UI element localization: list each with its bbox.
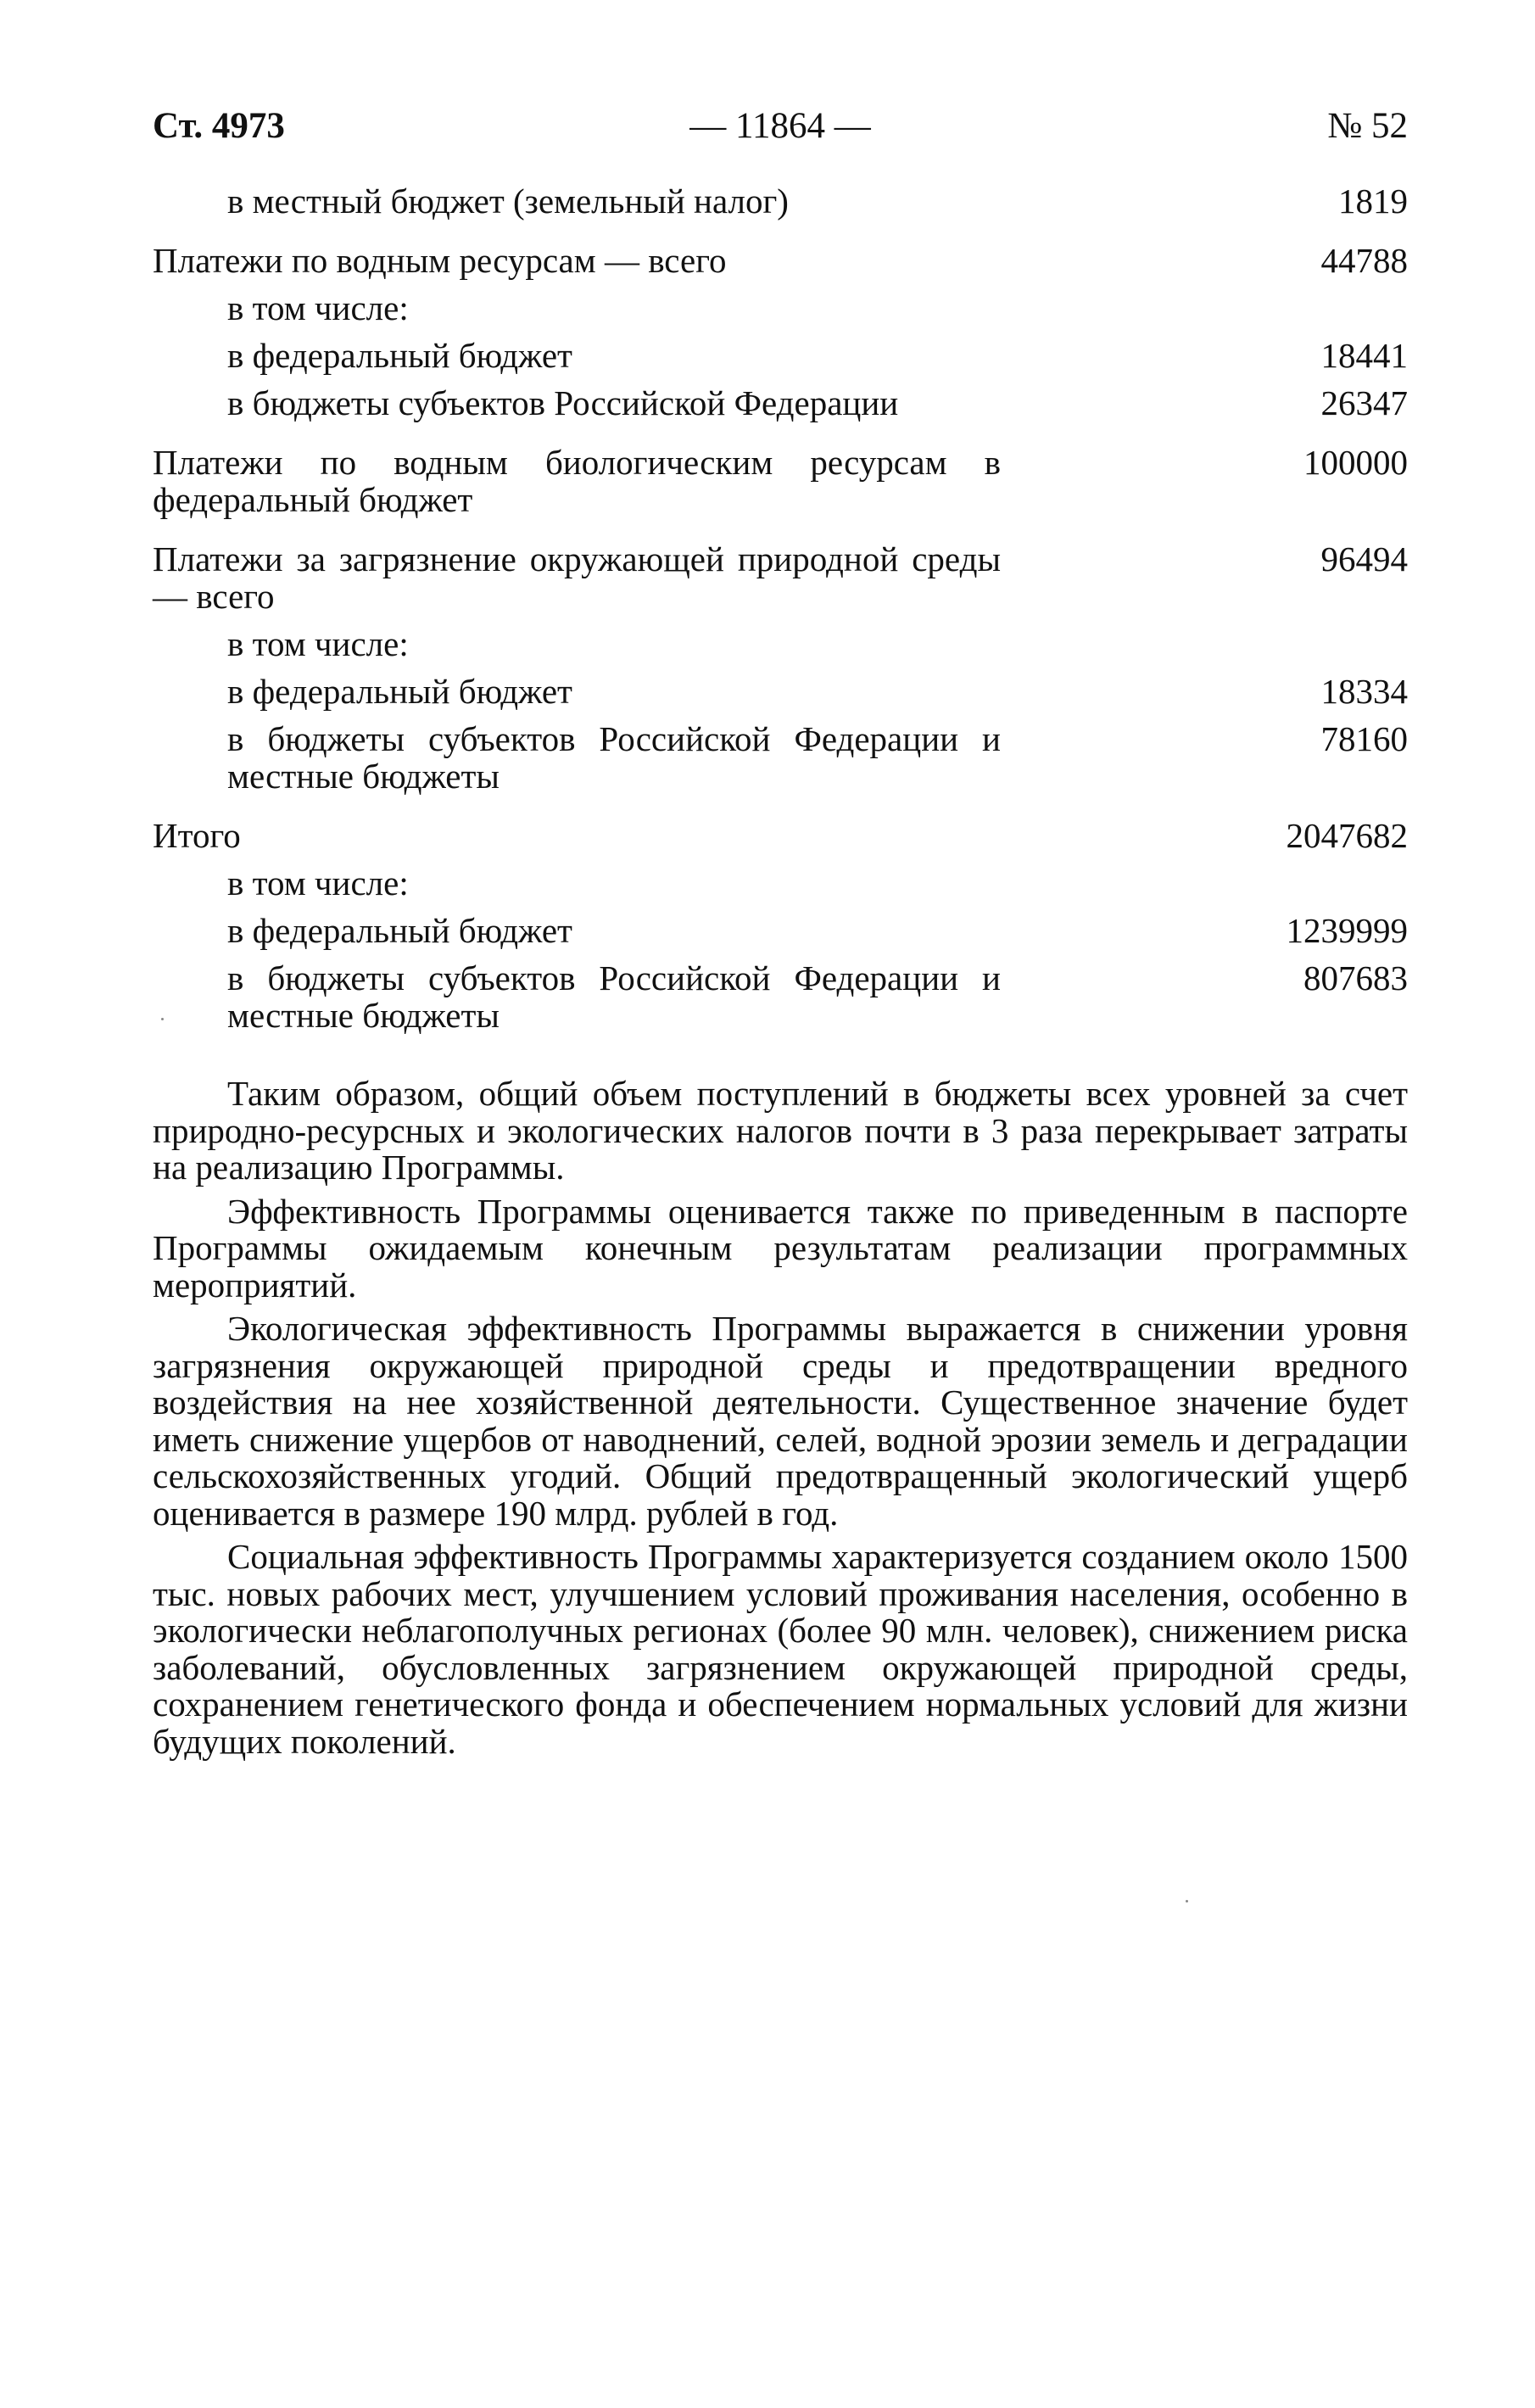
row-value: 2047682 <box>1286 816 1408 855</box>
row-label: Платежи по водным биологическим ресурсам в федеральный бюджет <box>153 443 1001 519</box>
row-label: Итого <box>153 816 241 855</box>
table-row <box>153 959 1408 1034</box>
scan-speck <box>161 1018 164 1020</box>
row-label: в федеральный бюджет <box>227 336 572 375</box>
table-row <box>153 337 1408 374</box>
row-value: 1239999 <box>1286 911 1408 950</box>
row-value: 807683 <box>1303 958 1408 997</box>
paragraph: Таким образом, общий объем поступлений в бюджеты всех уровней за счет природно-ресурсных и экологических налогов почти в 3 раза перекрывает затраты на реализацию Программы. <box>153 1074 1408 1187</box>
row-label: Платежи по водным ресурсам — всего <box>153 241 727 280</box>
row-label: в бюджеты субъектов Российской Федерации и местные бюджеты <box>227 958 1001 1035</box>
paragraph: Экологическая эффективность Программы выражается в снижении уровня загрязнения окружающей природной среды и предотвращении вредного воздействия на нее хозяйственной деятельности. Существенное значение будет иметь снижение ущербов от наводнений, селей, водной эрозии земель и деградации сельскохозяйственных угодий. Общий предотвращенный экологический ущерб оценивается в размере 190 млрд. рублей в год. <box>153 1309 1408 1533</box>
table-row <box>153 720 1408 795</box>
body-text <box>153 1075 1408 1767</box>
table-row <box>153 625 1408 662</box>
row-label: в местный бюджет (земельный налог) <box>227 182 789 221</box>
row-label: в том числе: <box>227 624 409 663</box>
paragraph: Эффективность Программы оценивается также по приведенным в паспорте Программы ожидаемым конечным результатам реализации программных мероприятий. <box>153 1191 1408 1305</box>
row-label: в бюджеты субъектов Российской Федерации <box>227 383 899 422</box>
table-row-total <box>153 817 1408 854</box>
document-page <box>153 0 1408 2408</box>
row-label: в федеральный бюджет <box>227 672 572 711</box>
row-value: 78160 <box>1320 719 1408 758</box>
scan-speck <box>1186 1900 1188 1902</box>
table-row <box>153 384 1408 422</box>
row-label: Платежи за загрязнение окружающей природной среды — всего <box>153 539 1001 616</box>
row-label: в федеральный бюджет <box>227 911 572 950</box>
table-row <box>153 444 1408 518</box>
row-value: 44788 <box>1320 241 1408 280</box>
row-value: 18334 <box>1320 672 1408 711</box>
row-value: 96494 <box>1320 539 1408 578</box>
row-label: в бюджеты субъектов Российской Федерации и местные бюджеты <box>227 719 1001 796</box>
table-row <box>153 912 1408 949</box>
row-value: 100000 <box>1303 443 1408 482</box>
row-label: в том числе: <box>227 863 409 902</box>
table-row <box>153 540 1408 615</box>
table-row <box>153 289 1408 327</box>
revenue-table <box>153 182 1408 1034</box>
table-row <box>153 242 1408 279</box>
row-value: 18441 <box>1320 336 1408 375</box>
page-header <box>153 105 1408 156</box>
article-number: Ст. 4973 <box>153 106 285 146</box>
table-row <box>153 673 1408 710</box>
row-value: 26347 <box>1320 383 1408 422</box>
issue-number: № 52 <box>1327 106 1408 146</box>
row-value: 1819 <box>1338 182 1408 221</box>
table-row <box>153 864 1408 902</box>
table-row <box>153 182 1408 220</box>
page-number: — 11864 — <box>689 106 871 146</box>
paragraph: Социальная эффективность Программы характеризуется созданием около 1500 тыс. новых рабочих мест, улучшением условий проживания населения, особенно в экологически неблагополучных регионах (более 90 млн. человек), снижением риска заболеваний, обусловленных загрязнением окружающей природной среды, сохранением генетического фонда и обеспечением нормальных условий для жизни будущих поколений. <box>153 1537 1408 1761</box>
row-label: в том числе: <box>227 288 409 327</box>
